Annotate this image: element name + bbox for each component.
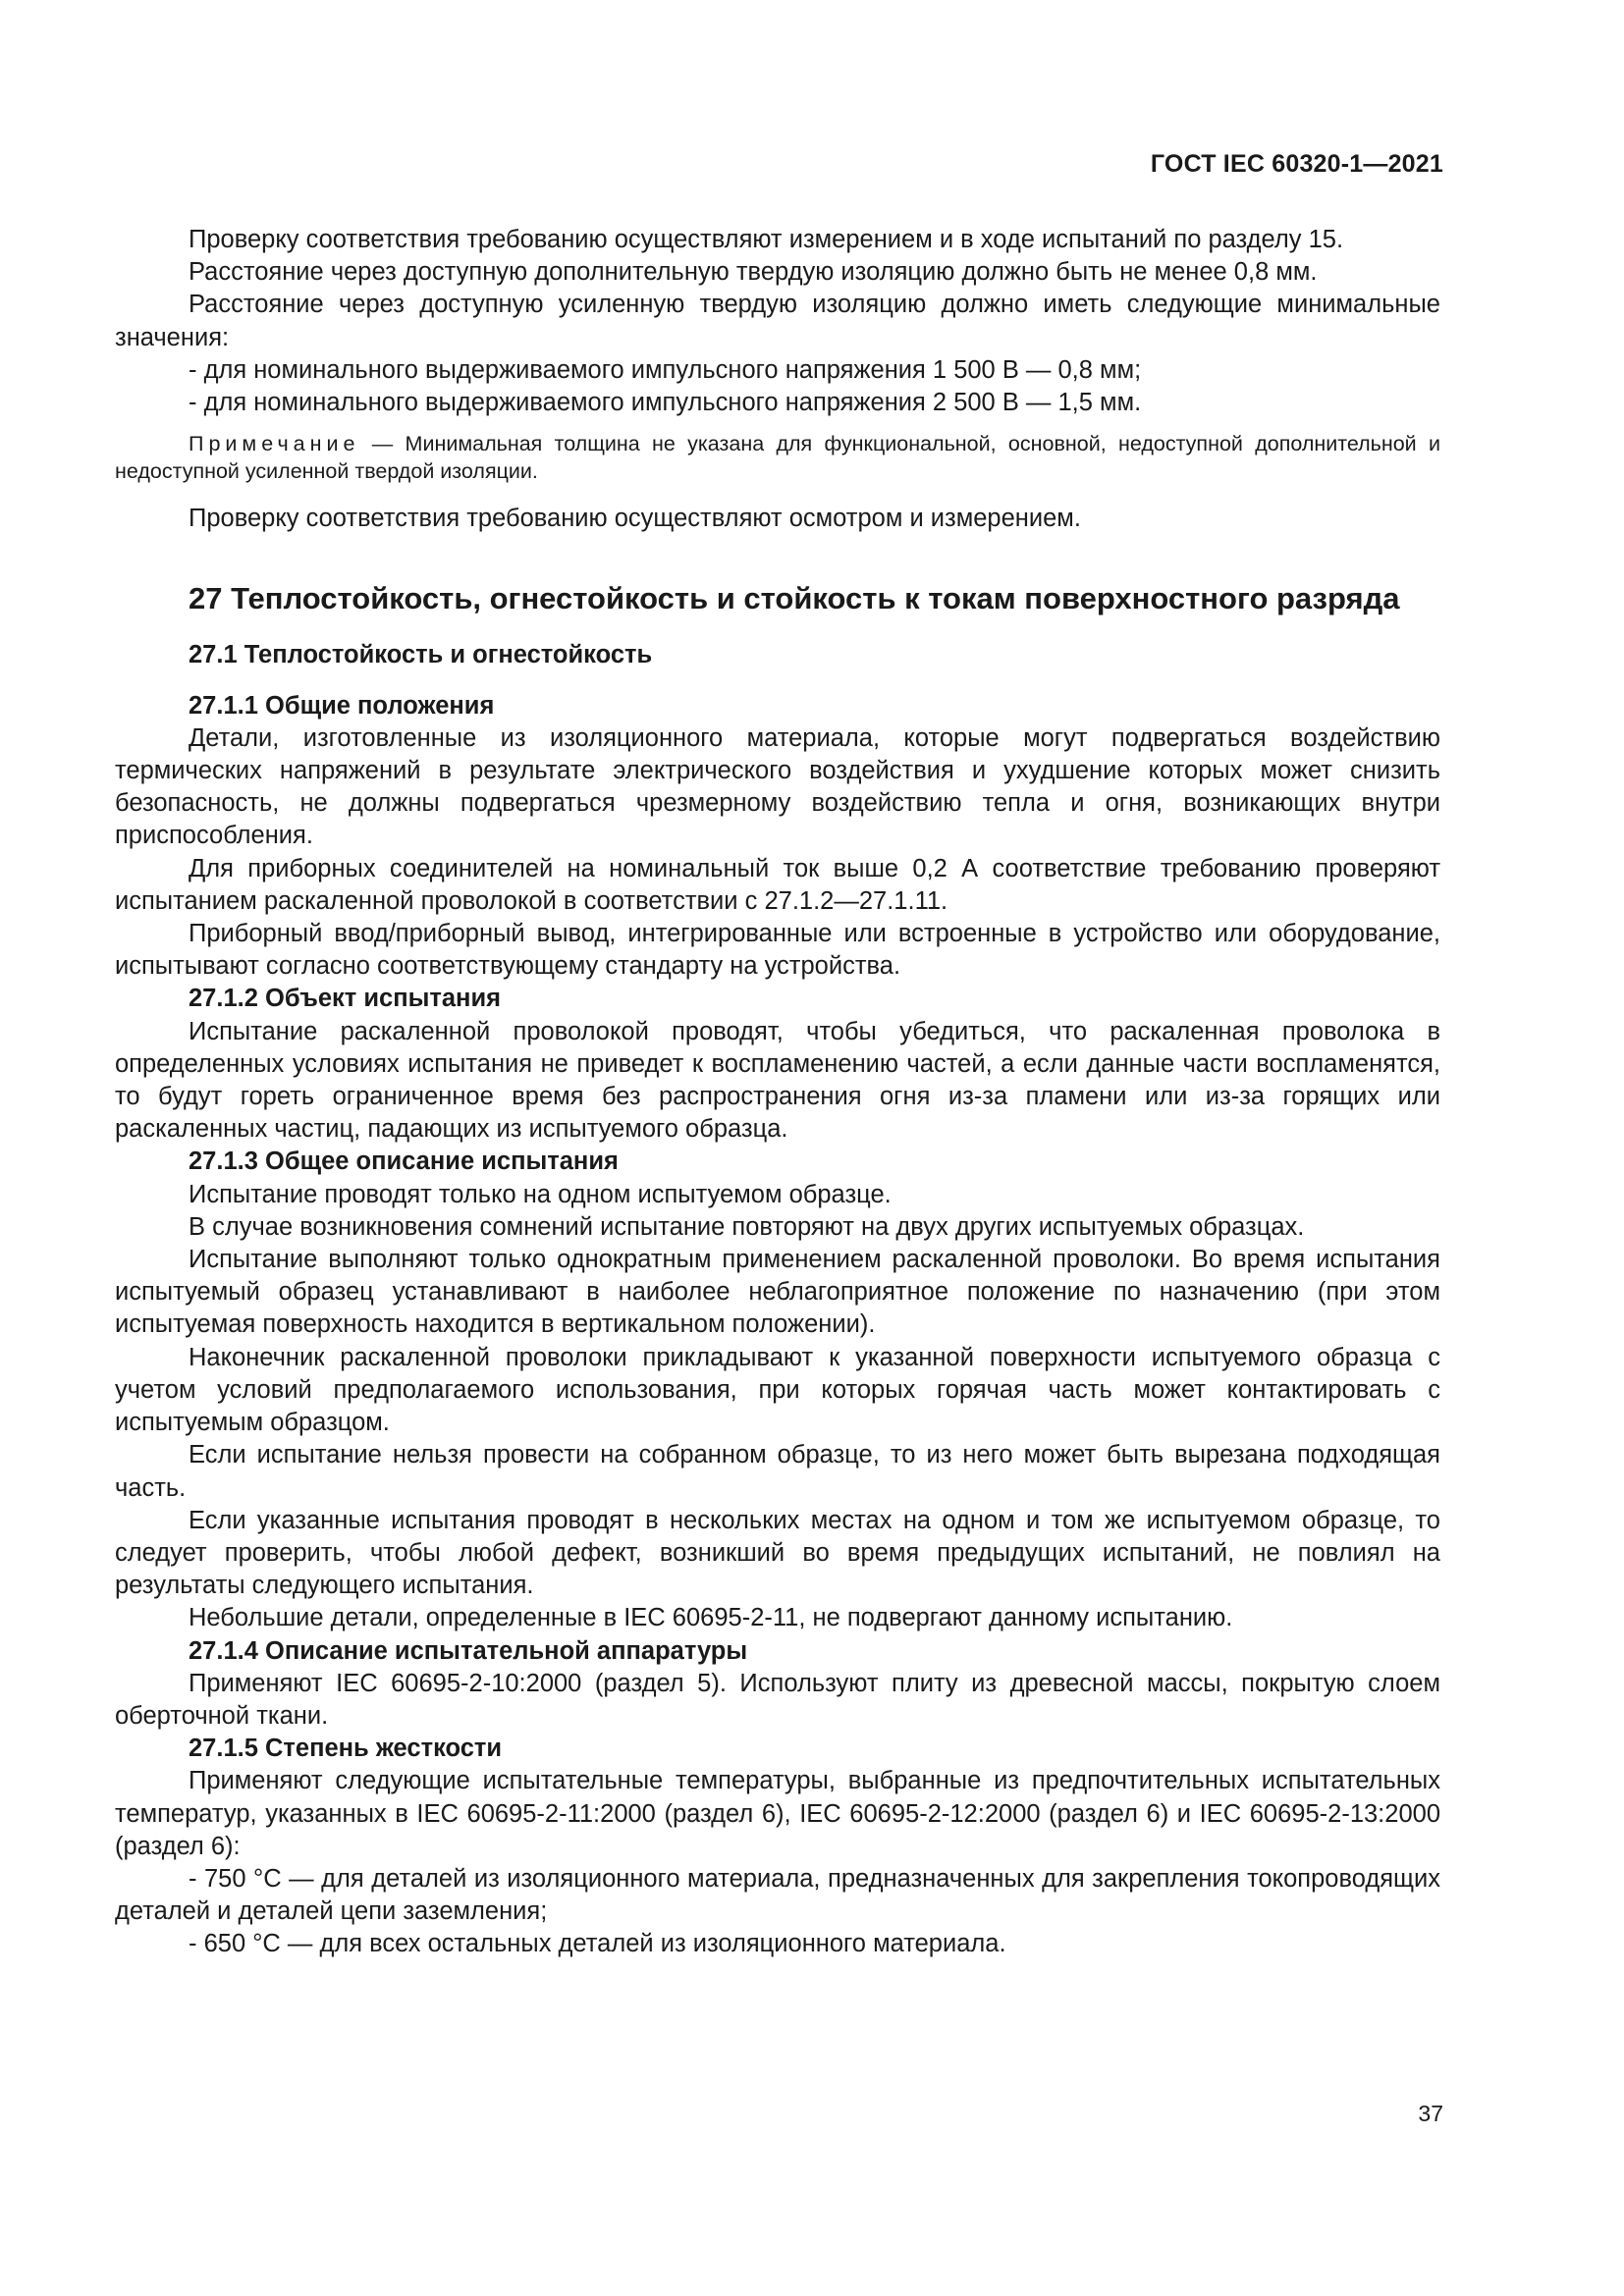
intro-list-item-1: - для номинального выдерживаемого импульсного напряжения 1 500 В — 0,8 мм;	[189, 355, 1142, 384]
section-27-1-1-heading: 27.1.1 Общие положения	[189, 691, 495, 720]
section-27-1-3-paragraph-6: Если указанные испытания проводят в нескольких местах на одном и том же испытуемом образце, то следует проверить, чтобы любой дефект, возникший во время предыдущих испытаний, не повлиял на результаты следующего испытания.	[115, 1506, 1440, 1600]
section-27-1-3-paragraph-3: Испытание выполняют только однократным применением раскаленной проволоки. Во время испытания испытуемый образец устанавливают в наиболее неблагоприятное положение по назначению (при этом испытуемая поверхность находится в вертикальном положении).	[115, 1246, 1440, 1339]
section-27-1-1-paragraph-1: Детали, изготовленные из изоляционного материала, которые могут подвергаться воздействию термических напряжений в результате электрического воздействия и ухудшение которых может снизить безопасность, не должны подвергаться чрезмерному воздействию тепла и огня, возникающих внутри приспособления.	[115, 723, 1440, 850]
section-27-1-2-heading: 27.1.2 Объект испытания	[189, 985, 502, 1013]
section-27-heading: 27 Теплостойкость, огнестойкость и стойкость к токам поверхностного разряда	[189, 581, 1400, 616]
section-27-1-3-paragraph-1: Испытание проводят только на одном испытуемом образце.	[189, 1180, 892, 1208]
intro-paragraph-1: Проверку соответствия требованию осуществляют измерением и в ходе испытаний по разделу 15.	[189, 226, 1344, 253]
intro-paragraph-3: Расстояние через доступную усиленную твердую изоляцию должно иметь следующие минимальные значения:	[115, 291, 1440, 351]
section-27-1-4-paragraph-1: Применяют IEC 60695-2-10:2000 (раздел 5). Используют плиту из древесной массы, покрытую слоем оберточной ткани.	[115, 1669, 1440, 1730]
section-27-1-5-list-item-1: - 750 °С — для деталей из изоляционного материала, предназначенных для закрепления токопроводящих деталей и деталей цепи заземления;	[115, 1864, 1440, 1926]
section-27-1-1-paragraph-2: Для приборных соединителей на номинальный ток выше 0,2 А соответствие требованию проверяют испытанием раскаленной проволокой в соответствии с 27.1.2—27.1.11.	[115, 854, 1440, 915]
section-27-1-5-heading: 27.1.5 Степень жесткости	[189, 1735, 503, 1763]
note-label: Примечание	[189, 432, 360, 456]
note-text: — Минимальная толщина не указана для функциональной, основной, недоступной дополнительной и недоступной усиленной твердой изоляции.	[115, 432, 1440, 484]
section-27-1-3-paragraph-7: Небольшие детали, определенные в IEC 60695-2-11, не подвергают данному испытанию.	[189, 1604, 1233, 1632]
section-27-1-2-paragraph-1: Испытание раскаленной проволокой проводят, чтобы убедиться, что раскаленная проволока в определенных условиях испытания не приведет к воспламенению частей, а если данные части воспламенятся, то будут гореть ограниченное время без распространения огня из-за пламени или из-за горящих или раскаленных частиц, падающих из испытуемого образца.	[115, 1017, 1440, 1144]
section-27-1-3-paragraph-4: Наконечник раскаленной проволоки прикладывают к указанной поверхности испытуемого образца с учетом условий предполагаемого использования, при которых горячая часть может контактировать с испытуемым образцом.	[115, 1343, 1440, 1437]
section-27-1-heading: 27.1 Теплостойкость и огнестойкость	[189, 641, 653, 669]
section-27-1-3-paragraph-5: Если испытание нельзя провести на собранном образце, то из него может быть вырезана подходящая часть.	[115, 1441, 1440, 1502]
section-27-1-3-heading: 27.1.3 Общее описание испытания	[189, 1148, 619, 1176]
page-content	[115, 224, 1440, 1961]
section-27-1-5-paragraph-1: Применяют следующие испытательные температуры, выбранные из предпочтительных испытательных температур, указанных в IEC 60695-2-11:2000 (раздел 6), IEC 60695-2-12:2000 (раздел 6) и IEC 60695-2-13:2000 (раздел 6):	[115, 1767, 1440, 1860]
page-number: 37	[1418, 2101, 1443, 2126]
intro-paragraph-4: Проверку соответствия требованию осуществляют осмотром и измерением.	[189, 505, 1081, 533]
section-27-1-3-paragraph-2: В случае возникновения сомнений испытание повторяют на двух других испытуемых образцах.	[189, 1212, 1305, 1241]
section-27-1-4-heading: 27.1.4 Описание испытательной аппаратуры	[189, 1636, 748, 1665]
section-27-1-1-paragraph-3: Приборный ввод/приборный вывод, интегрированные или встроенные в устройство или оборудование, испытывают согласно соответствующему стандарту на устройства.	[115, 920, 1440, 981]
document-code-header: ГОСТ IEC 60320-1—2021	[1150, 150, 1443, 178]
intro-list-item-2: - для номинального выдерживаемого импульсного напряжения 2 500 В — 1,5 мм.	[189, 389, 1142, 417]
intro-paragraph-2: Расстояние через доступную дополнительную твердую изоляцию должно быть не менее 0,8 мм.	[189, 258, 1318, 287]
section-27-1-5-list-item-2: - 650 °С — для всех остальных деталей из изоляционного материала.	[189, 1930, 1006, 1958]
note	[115, 430, 1440, 485]
